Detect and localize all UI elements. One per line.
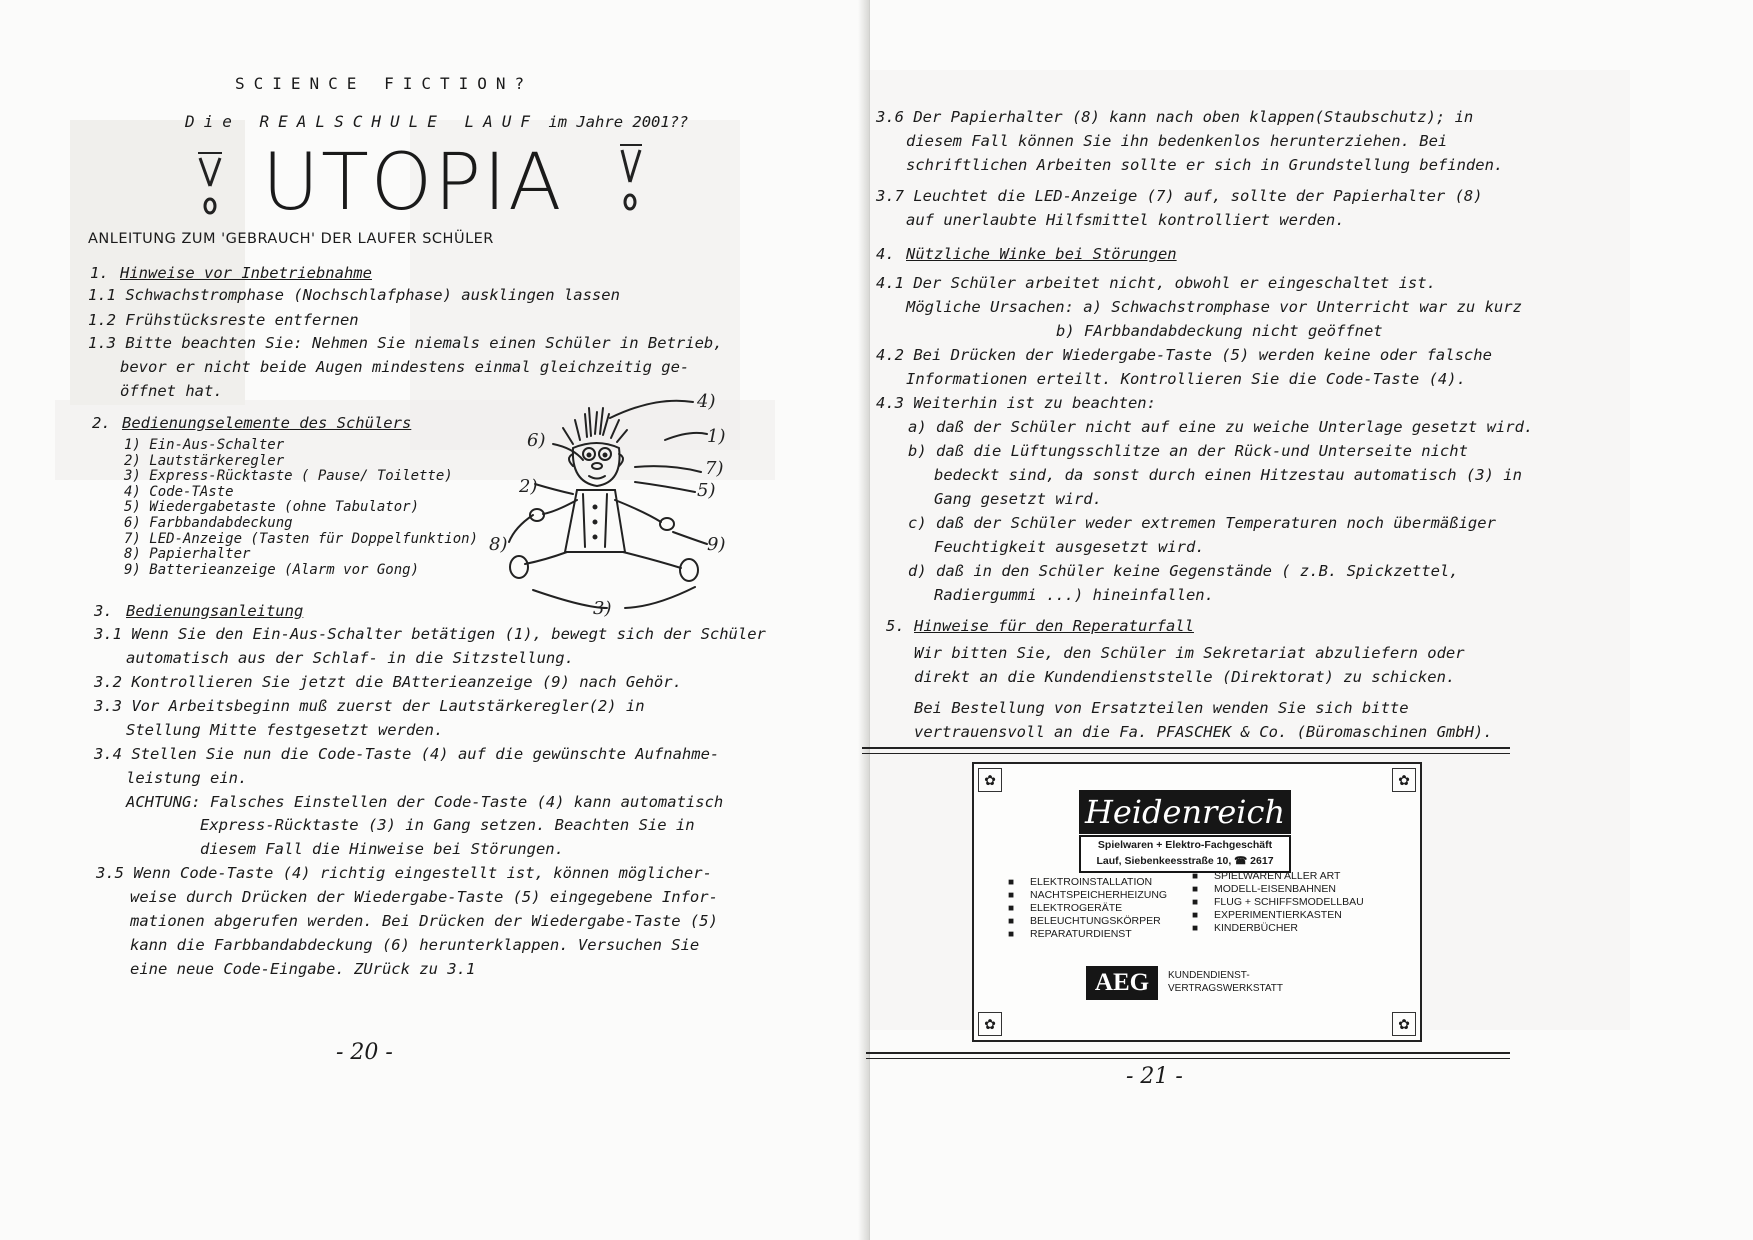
- section3-line: Express-Rücktaste (3) in Gang setzen. Beachten Sie in: [200, 816, 695, 834]
- schoolboy-cartoon: [485, 382, 745, 622]
- section3-title: Bedienungsanleitung: [126, 602, 304, 620]
- service-item: ■ EXPERIMENTIERKASTEN: [1192, 909, 1364, 922]
- section3-line: automatisch aus der Schlaf- in die Sitzstellung.: [126, 649, 574, 667]
- label-7: 7): [705, 458, 724, 479]
- section1-number: 1.: [90, 264, 109, 282]
- service-item: ■ NACHTSPEICHERHEIZUNG: [1008, 889, 1167, 902]
- section1-title: Hinweise vor Inbetriebnahme: [120, 264, 372, 282]
- section4-line: Mögliche Ursachen: a) Schwachstromphase vor Unterricht war zu kurz: [906, 298, 1522, 316]
- label-8: 8): [489, 534, 508, 555]
- section2-number: 2.: [92, 414, 111, 432]
- section5-number: 5.: [886, 617, 905, 635]
- subheader: [185, 112, 688, 131]
- service-item: ■ ELEKTROGERÄTE: [1008, 902, 1167, 915]
- shop-location: Lauf, Siebenkeesstraße 10, ☎ 2617: [1096, 855, 1274, 867]
- section3-number: 3.: [94, 602, 113, 620]
- section3-line: 3.4 Stellen Sie nun die Code-Taste (4) auf die gewünschte Aufnahme-: [94, 745, 720, 763]
- section5-line: Wir bitten Sie, den Schüler im Sekretariat abzuliefern oder: [914, 644, 1465, 662]
- label-9: 9): [707, 534, 726, 555]
- title-utopia: UTOPIA: [262, 138, 564, 228]
- section4-line: b) daß die Lüftungsschlitze an der Rück-und Unterseite nicht: [908, 442, 1468, 460]
- section3-line: kann die Farbbandabdeckung (6) herunterklappen. Versuchen Sie: [130, 936, 700, 954]
- ornament-icon: ✿: [1392, 1012, 1416, 1036]
- right-line: diesem Fall können Sie ihn bedenkenlos herunterziehen. Bei: [906, 132, 1448, 150]
- subheader-year: im Jahre 2001??: [548, 113, 689, 131]
- section4-line: 4.3 Weiterhin ist zu beachten:: [876, 394, 1156, 412]
- service-item: ■ KINDERBÜCHER: [1192, 922, 1364, 935]
- section3-line: 3.2 Kontrollieren Sie jetzt die BAtterieanzeige (9) nach Gehör.: [94, 673, 682, 691]
- section1-line: bevor er nicht beide Augen mindestens einmal gleichzeitig ge-: [120, 358, 690, 376]
- section1-line: 1.1 Schwachstromphase (Nochschlafphase) ausklingen lassen: [88, 286, 620, 304]
- subheader-school: Die REALSCHULE LAUF: [185, 112, 540, 131]
- section3-line: leistung ein.: [126, 769, 248, 787]
- ornament-icon: ✿: [978, 1012, 1002, 1036]
- left-page: [0, 0, 870, 1240]
- service-list-right: [1192, 870, 1364, 935]
- shop-logo: Heidenreich: [1079, 790, 1291, 834]
- section4-line: c) daß der Schüler weder extremen Temperaturen noch übermäßiger: [908, 514, 1496, 532]
- section4-title: Nützliche Winke bei Störungen: [906, 245, 1177, 263]
- service-item: ■ ELEKTROINSTALLATION: [1008, 876, 1167, 889]
- section4-number: 4.: [876, 245, 895, 263]
- aeg-line: KUNDENDIENST-: [1168, 970, 1250, 981]
- section3-line: Stellung Mitte festgesetzt werden.: [126, 721, 444, 739]
- section4-line: Feuchtigkeit ausgesetzt wird.: [934, 538, 1205, 556]
- controls-list-item: 1) Ein-Aus-Schalter: [124, 437, 285, 453]
- section3-line: 3.3 Vor Arbeitsbeginn muß zuerst der Lautstärkeregler(2) in: [94, 697, 645, 715]
- service-item: ■ MODELL-EISENBAHNEN: [1192, 883, 1364, 896]
- header-science-fiction: SCIENCE FICTION?: [235, 74, 534, 93]
- section4-line: bedeckt sind, da sonst durch einen Hitzestau automatisch (3) in: [934, 466, 1522, 484]
- service-item: ■ SPIELWAREN ALLER ART: [1192, 870, 1364, 883]
- section3-line: mationen abgerufen werden. Bei Drücken der Wiedergabe-Taste (5): [130, 912, 718, 930]
- section4-line: d) daß in den Schüler keine Gegenstände ( z.B. Spickzettel,: [908, 562, 1459, 580]
- section1-line: öffnet hat.: [120, 382, 223, 400]
- label-5: 5): [697, 480, 716, 501]
- inverted-exclamation-icon: [190, 148, 230, 218]
- label-6: 6): [527, 430, 546, 451]
- divider-line: [866, 1052, 1510, 1054]
- section2-title: Bedienungselemente des Schülers: [122, 414, 412, 432]
- inverted-exclamation-icon: [610, 140, 650, 214]
- section4-line: 4.2 Bei Drücken der Wiedergabe-Taste (5) werden keine oder falsche: [876, 346, 1492, 364]
- controls-list-item: 7) LED-Anzeige (Tasten für Doppelfunktion): [124, 530, 479, 547]
- label-1: 1): [707, 426, 726, 447]
- divider-line: [862, 747, 1510, 749]
- right-line: 3.7 Leuchtet die LED-Anzeige (7) auf, sollte der Papierhalter (8): [876, 187, 1483, 205]
- controls-list-item: 3) Express-Rücktaste ( Pause/ Toilette): [124, 468, 453, 485]
- ornament-icon: ✿: [1392, 768, 1416, 792]
- controls-list-item: 9) Batterieanzeige (Alarm vor Gong): [124, 561, 420, 578]
- section4-line: Informationen erteilt. Kontrollieren Sie die Code-Taste (4).: [906, 370, 1466, 388]
- service-item: ■ REPARATURDIENST: [1008, 928, 1167, 941]
- aeg-text: [1168, 969, 1283, 995]
- section5-line: vertrauensvoll an die Fa. PFASCHEK & Co. (Büromaschinen GmbH).: [914, 723, 1493, 741]
- controls-list: [124, 438, 478, 578]
- label-3: 3): [593, 598, 612, 619]
- section3-warning: ACHTUNG: Falsches Einstellen der Code-Taste (4) kann automatisch: [126, 793, 724, 811]
- section3-line: eine neue Code-Eingabe. ZUrück zu 3.1: [130, 960, 476, 978]
- section4-line: Radiergummi ...) hineinfallen.: [934, 586, 1214, 604]
- controls-list-item: 4) Code-TAste: [124, 483, 234, 500]
- label-2: 2): [519, 476, 538, 497]
- instructions-heading: ANLEITUNG ZUM 'GEBRAUCH' DER LAUFER SCHÜLER: [88, 231, 494, 247]
- controls-list-item: 8) Papierhalter: [124, 546, 251, 563]
- controls-list-item: 6) Farbbandabdeckung: [124, 514, 293, 531]
- aeg-line: VERTRAGSWERKSTATT: [1168, 983, 1284, 994]
- right-line: 3.6 Der Papierhalter (8) kann nach oben klappen(Staubschutz); in: [876, 108, 1474, 126]
- section1-line: 1.2 Frühstücksreste entfernen: [88, 311, 359, 329]
- section3-line: 3.5 Wenn Code-Taste (4) richtig eingestellt ist, können möglicher-: [96, 864, 712, 882]
- section5-line: direkt an die Kundendienststelle (Direktorat) zu schicken.: [914, 668, 1456, 686]
- controls-list-item: 2) Lautstärkeregler: [124, 452, 285, 469]
- right-line: schriftlichen Arbeiten sollte er sich in Grundstellung befinden.: [906, 156, 1504, 174]
- service-list-left: [1008, 876, 1167, 941]
- section3-line: diesem Fall die Hinweise bei Störungen.: [200, 840, 564, 858]
- section1-line: 1.3 Bitte beachten Sie: Nehmen Sie niemals einen Schüler in Betrieb,: [88, 334, 723, 352]
- controls-list-item: 5) Wiedergabetaste (ohne Tabulator): [124, 499, 420, 516]
- section5-line: Bei Bestellung von Ersatzteilen wenden Sie sich bitte: [914, 699, 1409, 717]
- page-number-left: - 20 -: [336, 1040, 393, 1065]
- ornament-icon: ✿: [978, 768, 1002, 792]
- divider-line: [862, 753, 1510, 754]
- right-line: auf unerlaubte Hilfsmittel kontrolliert werden.: [906, 211, 1345, 229]
- aeg-logo: AEG: [1086, 966, 1158, 1000]
- shop-address: [1079, 835, 1291, 873]
- section4-line: 4.1 Der Schüler arbeitet nicht, obwohl er eingeschaltet ist.: [876, 274, 1436, 292]
- section5-title: Hinweise für den Reperaturfall: [914, 617, 1194, 635]
- section4-line: Gang gesetzt wird.: [934, 490, 1102, 508]
- advertisement: [972, 762, 1422, 1042]
- page-number-right: - 21 -: [1126, 1064, 1183, 1089]
- section4-line: b) FArbbandabdeckung nicht geöffnet: [1056, 322, 1383, 340]
- divider-line: [866, 1058, 1510, 1059]
- section3-line: 3.1 Wenn Sie den Ein-Aus-Schalter betätigen (1), bewegt sich der Schüler: [94, 625, 766, 643]
- section3-line: weise durch Drücken der Wiedergabe-Taste (5) eingegebene Infor-: [130, 888, 718, 906]
- service-item: ■ BELEUCHTUNGSKÖRPER: [1008, 915, 1167, 928]
- label-4: 4): [697, 391, 716, 412]
- shop-subtitle: Spielwaren + Elektro-Fachgeschäft: [1097, 839, 1273, 851]
- exclamation-left: [190, 148, 230, 222]
- section4-line: a) daß der Schüler nicht auf eine zu weiche Unterlage gesetzt wird.: [908, 418, 1534, 436]
- exclamation-right: [610, 140, 650, 218]
- service-item: ■ FLUG + SCHIFFSMODELLBAU: [1192, 896, 1364, 909]
